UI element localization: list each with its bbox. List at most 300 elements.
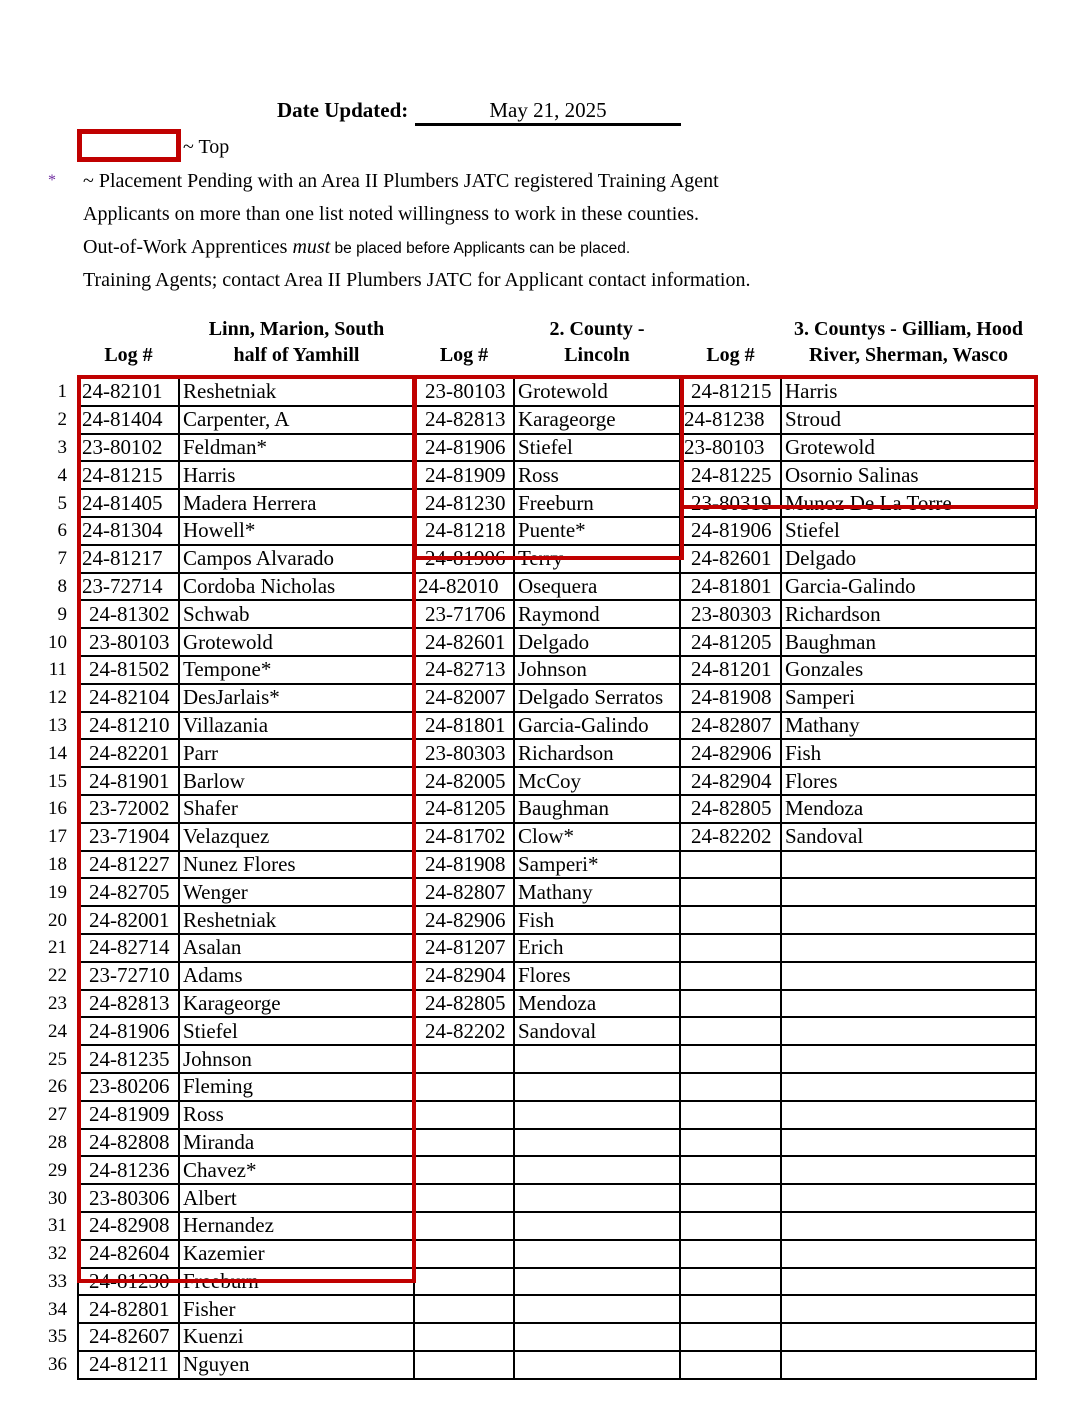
linn-applicant-name: Cordoba Nicholas — [179, 573, 414, 601]
linn-log-number: 24-82808 — [78, 1129, 179, 1157]
gilliam-applicant-name — [781, 1268, 1036, 1296]
row-number: 27 — [48, 1104, 67, 1126]
lincoln-log-number — [414, 1295, 514, 1323]
linn-log-number: 24-81404 — [78, 406, 179, 434]
gilliam-log-number: 24-82601 — [680, 545, 781, 573]
table-row — [40, 461, 1036, 489]
gilliam-applicant-name — [781, 1323, 1036, 1351]
lincoln-log-number — [414, 1129, 514, 1157]
gilliam-log-number — [680, 878, 781, 906]
linn-applicant-name: Tempone* — [179, 656, 414, 684]
gilliam-applicant-name: Samperi — [781, 684, 1036, 712]
gilliam-log-number — [680, 1351, 781, 1379]
linn-applicant-name: Barlow — [179, 767, 414, 795]
linn-applicant-name: Feldman* — [179, 434, 414, 462]
table-row — [40, 434, 1036, 462]
table-row — [40, 1184, 1036, 1212]
gilliam-log-number — [680, 1184, 781, 1212]
lincoln-log-number — [414, 1212, 514, 1240]
table-row — [40, 517, 1036, 545]
linn-applicant-name: Fleming — [179, 1073, 414, 1101]
gilliam-log-header-text: Log # — [706, 344, 755, 366]
table-row — [40, 406, 1036, 434]
gilliam-log-number — [680, 1240, 781, 1268]
row-number: 33 — [48, 1270, 67, 1292]
gilliam-applicant-name — [781, 851, 1036, 879]
gilliam-log-number — [680, 1129, 781, 1157]
linn-log-number: 24-82813 — [78, 990, 179, 1018]
linn-log-number: 24-81235 — [78, 1045, 179, 1073]
gilliam-log-number — [680, 1017, 781, 1045]
lincoln-log-header — [414, 316, 514, 368]
gilliam-log-number — [680, 990, 781, 1018]
lincoln-list-header — [514, 316, 680, 368]
gilliam-log-number: 24-82807 — [680, 712, 781, 740]
row-number: 28 — [48, 1131, 67, 1153]
lincoln-applicant-name — [514, 1045, 680, 1073]
lincoln-log-number — [414, 1073, 514, 1101]
lincoln-applicant-name — [514, 1351, 680, 1379]
linn-applicant-name: Harris — [179, 461, 414, 489]
row-number: 21 — [48, 937, 67, 959]
gilliam-log-number: 24-81906 — [680, 517, 781, 545]
top-legend-label: ~ Top — [183, 136, 230, 158]
lincoln-applicant-name — [514, 1073, 680, 1101]
lincoln-applicant-name: Grotewold — [514, 378, 680, 406]
lincoln-applicant-name: Baughman — [514, 795, 680, 823]
linn-list-header — [179, 316, 414, 368]
lincoln-applicant-name: Osequera — [514, 573, 680, 601]
table-row — [40, 851, 1036, 879]
lincoln-applicant-name: Richardson — [514, 739, 680, 767]
lincoln-log-number: 24-81218 — [414, 517, 514, 545]
lincoln-applicant-name: Ross — [514, 461, 680, 489]
gilliam-applicant-name: Harris — [781, 378, 1036, 406]
linn-applicant-name: Kazemier — [179, 1240, 414, 1268]
linn-applicant-name: Johnson — [179, 1045, 414, 1073]
lincoln-applicant-name: Stiefel — [514, 434, 680, 462]
multi-list-note: Applicants on more than one list noted willingness to work in these counties. — [83, 203, 700, 225]
lincoln-log-number: 23-80303 — [414, 739, 514, 767]
linn-log-number: 23-72710 — [78, 962, 179, 990]
linn-log-number: 23-80306 — [78, 1184, 179, 1212]
table-row — [40, 878, 1036, 906]
linn-applicant-name: Hernandez — [179, 1212, 414, 1240]
gilliam-log-number: 24-81225 — [680, 461, 781, 489]
lincoln-log-number: 24-82601 — [414, 628, 514, 656]
linn-applicant-name: Nguyen — [179, 1351, 414, 1379]
out-of-work-note-emphasis: must — [292, 236, 331, 258]
linn-applicant-name: Carpenter, A — [179, 406, 414, 434]
gilliam-applicant-name: Baughman — [781, 628, 1036, 656]
gilliam-log-number: 23-80319 — [680, 489, 781, 517]
linn-applicant-name: Miranda — [179, 1129, 414, 1157]
gilliam-applicant-name — [781, 990, 1036, 1018]
gilliam-log-number — [680, 1323, 781, 1351]
linn-log-number: 24-81906 — [78, 1017, 179, 1045]
table-row — [40, 378, 1036, 406]
gilliam-applicant-name — [781, 906, 1036, 934]
row-number: 1 — [57, 381, 67, 403]
lincoln-log-number: 24-82713 — [414, 656, 514, 684]
linn-log-number: 24-82604 — [78, 1240, 179, 1268]
lincoln-log-number: 23-80103 — [414, 378, 514, 406]
row-number: 3 — [57, 436, 67, 458]
linn-log-number: 23-71904 — [78, 823, 179, 851]
linn-applicant-name: Howell* — [179, 517, 414, 545]
gilliam-applicant-name — [781, 1240, 1036, 1268]
table-row — [40, 1268, 1036, 1296]
lincoln-applicant-name: Clow* — [514, 823, 680, 851]
lincoln-applicant-name: Freeburn — [514, 489, 680, 517]
lincoln-log-number — [414, 1101, 514, 1129]
linn-applicant-name: Grotewold — [179, 628, 414, 656]
linn-applicant-name: Asalan — [179, 934, 414, 962]
pending-legend-text: ~ Placement Pending with an Area II Plumbers JATC registered Training Agent — [83, 170, 719, 192]
gilliam-log-number — [680, 934, 781, 962]
linn-applicant-name: Stiefel — [179, 1017, 414, 1045]
lincoln-log-number — [414, 1268, 514, 1296]
lincoln-applicant-name: Delgado Serratos — [514, 684, 680, 712]
gilliam-log-number: 24-81238 — [680, 406, 781, 434]
gilliam-log-number — [680, 1268, 781, 1296]
gilliam-applicant-name — [781, 1017, 1036, 1045]
table-row — [40, 1101, 1036, 1129]
lincoln-applicant-name: Sandoval — [514, 1017, 680, 1045]
date-updated-value: May 21, 2025 — [415, 97, 681, 126]
gilliam-applicant-name — [781, 1073, 1036, 1101]
gilliam-log-header — [680, 316, 781, 368]
row-number: 24 — [48, 1020, 67, 1042]
lincoln-log-number: 24-82906 — [414, 906, 514, 934]
gilliam-list-header-line2: River, Sherman, Wasco — [809, 344, 1008, 366]
lincoln-applicant-name — [514, 1129, 680, 1157]
linn-log-number: 24-81304 — [78, 517, 179, 545]
row-number: 26 — [48, 1076, 67, 1098]
gilliam-applicant-name: Delgado — [781, 545, 1036, 573]
lincoln-log-number: 24-81207 — [414, 934, 514, 962]
linn-log-number: 24-82201 — [78, 739, 179, 767]
gilliam-applicant-name: Grotewold — [781, 434, 1036, 462]
lincoln-log-number: 24-81908 — [414, 851, 514, 879]
lincoln-applicant-name: Fish — [514, 906, 680, 934]
linn-log-number: 24-81901 — [78, 767, 179, 795]
gilliam-applicant-name: Munoz De La Torre — [781, 489, 1036, 517]
row-number: 12 — [48, 687, 67, 709]
row-number: 15 — [48, 770, 67, 792]
table-row — [40, 1212, 1036, 1240]
table-row — [40, 712, 1036, 740]
lincoln-applicant-name: Delgado — [514, 628, 680, 656]
lincoln-log-number: 24-81205 — [414, 795, 514, 823]
table-row — [40, 1017, 1036, 1045]
gilliam-applicant-name — [781, 1351, 1036, 1379]
gilliam-log-number — [680, 1045, 781, 1073]
gilliam-applicant-name — [781, 1101, 1036, 1129]
linn-applicant-name: Fisher — [179, 1295, 414, 1323]
gilliam-log-number: 24-81801 — [680, 573, 781, 601]
linn-applicant-name: Reshetniak — [179, 378, 414, 406]
linn-applicant-name: Shafer — [179, 795, 414, 823]
gilliam-log-number: 24-81205 — [680, 628, 781, 656]
out-of-work-note-suffix: be placed before Applicants can be placed. — [330, 240, 631, 257]
gilliam-log-number — [680, 851, 781, 879]
lincoln-log-number — [414, 1184, 514, 1212]
lincoln-log-number — [414, 1323, 514, 1351]
lincoln-log-number: 24-81702 — [414, 823, 514, 851]
lincoln-applicant-name: Raymond — [514, 600, 680, 628]
gilliam-applicant-name: Sandoval — [781, 823, 1036, 851]
lincoln-applicant-name: McCoy — [514, 767, 680, 795]
table-row — [40, 1129, 1036, 1157]
gilliam-applicant-name — [781, 1184, 1036, 1212]
linn-log-number: 24-82001 — [78, 906, 179, 934]
table-row — [40, 628, 1036, 656]
linn-applicant-name: Villazania — [179, 712, 414, 740]
linn-log-number: 24-81405 — [78, 489, 179, 517]
linn-list-header-line1: Linn, Marion, South — [208, 318, 385, 340]
lincoln-applicant-name: Johnson — [514, 656, 680, 684]
row-number: 34 — [48, 1298, 67, 1320]
row-number: 6 — [57, 520, 67, 542]
table-row — [40, 656, 1036, 684]
gilliam-log-number: 23-80103 — [680, 434, 781, 462]
gilliam-log-number — [680, 962, 781, 990]
lincoln-applicant-name — [514, 1184, 680, 1212]
linn-log-number: 24-82607 — [78, 1323, 179, 1351]
gilliam-log-number: 23-80303 — [680, 600, 781, 628]
table-row — [40, 1240, 1036, 1268]
out-of-work-note — [83, 234, 630, 262]
contact-note: Training Agents; contact Area II Plumbers JATC for Applicant contact information. — [83, 269, 751, 291]
linn-log-number: 23-72714 — [78, 573, 179, 601]
lincoln-applicant-name — [514, 1212, 680, 1240]
gilliam-applicant-name — [781, 878, 1036, 906]
lincoln-log-number: 23-71706 — [414, 600, 514, 628]
lincoln-log-number: 24-81230 — [414, 489, 514, 517]
table-row — [40, 489, 1036, 517]
table-row — [40, 906, 1036, 934]
row-number: 22 — [48, 965, 67, 987]
linn-log-number: 24-82714 — [78, 934, 179, 962]
table-row — [40, 1323, 1036, 1351]
lincoln-log-number: 24-81906 — [414, 434, 514, 462]
linn-applicant-name: Madera Herrera — [179, 489, 414, 517]
linn-applicant-name: Nunez Flores — [179, 851, 414, 879]
row-number: 25 — [48, 1048, 67, 1070]
gilliam-log-number — [680, 1212, 781, 1240]
row-number: 36 — [48, 1354, 67, 1376]
row-number: 16 — [48, 798, 67, 820]
linn-log-number: 24-81215 — [78, 461, 179, 489]
gilliam-applicant-name: Osornio Salinas — [781, 461, 1036, 489]
gilliam-log-number: 24-82906 — [680, 739, 781, 767]
linn-applicant-name: Chavez* — [179, 1156, 414, 1184]
table-row — [40, 767, 1036, 795]
gilliam-log-number: 24-82805 — [680, 795, 781, 823]
row-number: 7 — [57, 548, 67, 570]
gilliam-log-number: 24-81908 — [680, 684, 781, 712]
gilliam-applicant-name — [781, 1295, 1036, 1323]
lincoln-applicant-name — [514, 1295, 680, 1323]
out-of-work-note-prefix: Out-of-Work Apprentices — [83, 236, 293, 258]
row-number: 30 — [48, 1187, 67, 1209]
lincoln-log-number: 24-81909 — [414, 461, 514, 489]
linn-log-number: 23-80102 — [78, 434, 179, 462]
gilliam-applicant-name — [781, 962, 1036, 990]
table-row — [40, 962, 1036, 990]
lincoln-applicant-name: Garcia-Galindo — [514, 712, 680, 740]
linn-log-number: 24-82801 — [78, 1295, 179, 1323]
lincoln-log-number — [414, 1240, 514, 1268]
gilliam-log-number — [680, 1101, 781, 1129]
linn-applicant-name: Schwab — [179, 600, 414, 628]
row-number: 32 — [48, 1243, 67, 1265]
lincoln-applicant-name: Karageorge — [514, 406, 680, 434]
linn-applicant-name: Albert — [179, 1184, 414, 1212]
lincoln-applicant-name — [514, 1268, 680, 1296]
lincoln-log-number — [414, 1156, 514, 1184]
gilliam-applicant-name: Fish — [781, 739, 1036, 767]
linn-log-number: 24-81236 — [78, 1156, 179, 1184]
row-number: 10 — [48, 631, 67, 653]
gilliam-log-number: 24-81201 — [680, 656, 781, 684]
gilliam-applicant-name: Mathany — [781, 712, 1036, 740]
lincoln-log-number: 24-81906 — [414, 545, 514, 573]
lincoln-applicant-name: Terry — [514, 545, 680, 573]
lincoln-log-number: 24-82010 — [414, 573, 514, 601]
row-number: 20 — [48, 909, 67, 931]
table-row — [40, 1045, 1036, 1073]
gilliam-applicant-name: Gonzales — [781, 656, 1036, 684]
linn-applicant-name: Wenger — [179, 878, 414, 906]
linn-applicant-name: Velazquez — [179, 823, 414, 851]
linn-applicant-name: DesJarlais* — [179, 684, 414, 712]
lincoln-list-header-line1: 2. County - — [549, 318, 645, 340]
gilliam-applicant-name — [781, 1156, 1036, 1184]
lincoln-applicant-name — [514, 1323, 680, 1351]
linn-applicant-name: Ross — [179, 1101, 414, 1129]
row-number: 2 — [57, 409, 67, 431]
lincoln-applicant-name: Mendoza — [514, 990, 680, 1018]
pending-marker-icon: * — [48, 172, 56, 189]
linn-applicant-name: Karageorge — [179, 990, 414, 1018]
lincoln-applicant-name — [514, 1240, 680, 1268]
linn-log-number: 24-81502 — [78, 656, 179, 684]
linn-applicant-name: Kuenzi — [179, 1323, 414, 1351]
row-number: 4 — [57, 464, 67, 486]
gilliam-applicant-name: Stiefel — [781, 517, 1036, 545]
lincoln-log-number: 24-82202 — [414, 1017, 514, 1045]
lincoln-log-header-text: Log # — [439, 344, 489, 366]
linn-log-number: 24-82104 — [78, 684, 179, 712]
gilliam-applicant-name: Richardson — [781, 600, 1036, 628]
table-row — [40, 934, 1036, 962]
gilliam-applicant-name — [781, 1129, 1036, 1157]
lincoln-applicant-name: Flores — [514, 962, 680, 990]
gilliam-log-number: 24-82202 — [680, 823, 781, 851]
linn-log-number: 24-81210 — [78, 712, 179, 740]
linn-log-number: 24-81217 — [78, 545, 179, 573]
linn-applicant-name: Adams — [179, 962, 414, 990]
lincoln-applicant-name: Erich — [514, 934, 680, 962]
lincoln-log-number — [414, 1351, 514, 1379]
linn-applicant-name: Campos Alvarado — [179, 545, 414, 573]
lincoln-list-header-line2: Lincoln — [564, 344, 630, 366]
row-number: 8 — [57, 575, 67, 597]
date-updated-label: Date Updated: — [277, 98, 409, 122]
table-row — [40, 684, 1036, 712]
table-row — [40, 1295, 1036, 1323]
lincoln-applicant-name — [514, 1156, 680, 1184]
row-number: 35 — [48, 1326, 67, 1348]
lincoln-applicant-name: Mathany — [514, 878, 680, 906]
gilliam-applicant-name: Mendoza — [781, 795, 1036, 823]
row-number: 29 — [48, 1159, 67, 1181]
linn-applicant-name: Reshetniak — [179, 906, 414, 934]
table-row — [40, 1073, 1036, 1101]
table-row — [40, 1351, 1036, 1379]
lincoln-log-number: 24-82007 — [414, 684, 514, 712]
linn-log-number: 23-80206 — [78, 1073, 179, 1101]
table-row — [40, 600, 1036, 628]
linn-list-header-line2: half of Yamhill — [233, 344, 360, 366]
table-row — [40, 545, 1036, 573]
table-row — [40, 573, 1036, 601]
lincoln-log-number: 24-82813 — [414, 406, 514, 434]
gilliam-applicant-name — [781, 1212, 1036, 1240]
gilliam-applicant-name: Stroud — [781, 406, 1036, 434]
linn-applicant-name: Parr — [179, 739, 414, 767]
linn-applicant-name: Freeburn — [179, 1268, 414, 1296]
gilliam-applicant-name — [781, 934, 1036, 962]
linn-log-number: 23-72002 — [78, 795, 179, 823]
table-row — [40, 795, 1036, 823]
linn-log-number: 24-82101 — [78, 378, 179, 406]
gilliam-list-header-line1: 3. Countys - Gilliam, Hood — [794, 318, 1023, 340]
applicant-lists-table — [40, 377, 1037, 1380]
gilliam-applicant-name: Flores — [781, 767, 1036, 795]
gilliam-log-number — [680, 1073, 781, 1101]
row-number: 5 — [57, 492, 67, 514]
linn-log-number: 24-81302 — [78, 600, 179, 628]
linn-log-number: 23-80103 — [78, 628, 179, 656]
linn-log-number: 24-81909 — [78, 1101, 179, 1129]
gilliam-log-number: 24-82904 — [680, 767, 781, 795]
gilliam-log-number — [680, 906, 781, 934]
table-row — [40, 1156, 1036, 1184]
lincoln-log-number — [414, 1045, 514, 1073]
row-number: 17 — [48, 826, 67, 848]
row-number: 14 — [48, 742, 67, 764]
gilliam-log-number — [680, 1295, 781, 1323]
row-number: 11 — [48, 659, 67, 681]
row-number: 31 — [48, 1215, 67, 1237]
lincoln-log-number: 24-82904 — [414, 962, 514, 990]
linn-log-header-text: Log # — [104, 344, 153, 366]
lincoln-applicant-name: Puente* — [514, 517, 680, 545]
row-number: 18 — [48, 853, 67, 875]
table-row — [40, 823, 1036, 851]
row-number: 19 — [48, 881, 67, 903]
lincoln-log-number: 24-82805 — [414, 990, 514, 1018]
lincoln-applicant-name — [514, 1101, 680, 1129]
top-legend-swatch — [77, 129, 181, 162]
gilliam-log-number: 24-81215 — [680, 378, 781, 406]
linn-log-header — [78, 316, 179, 368]
lincoln-log-number: 24-82807 — [414, 878, 514, 906]
linn-log-number: 24-81211 — [78, 1351, 179, 1379]
